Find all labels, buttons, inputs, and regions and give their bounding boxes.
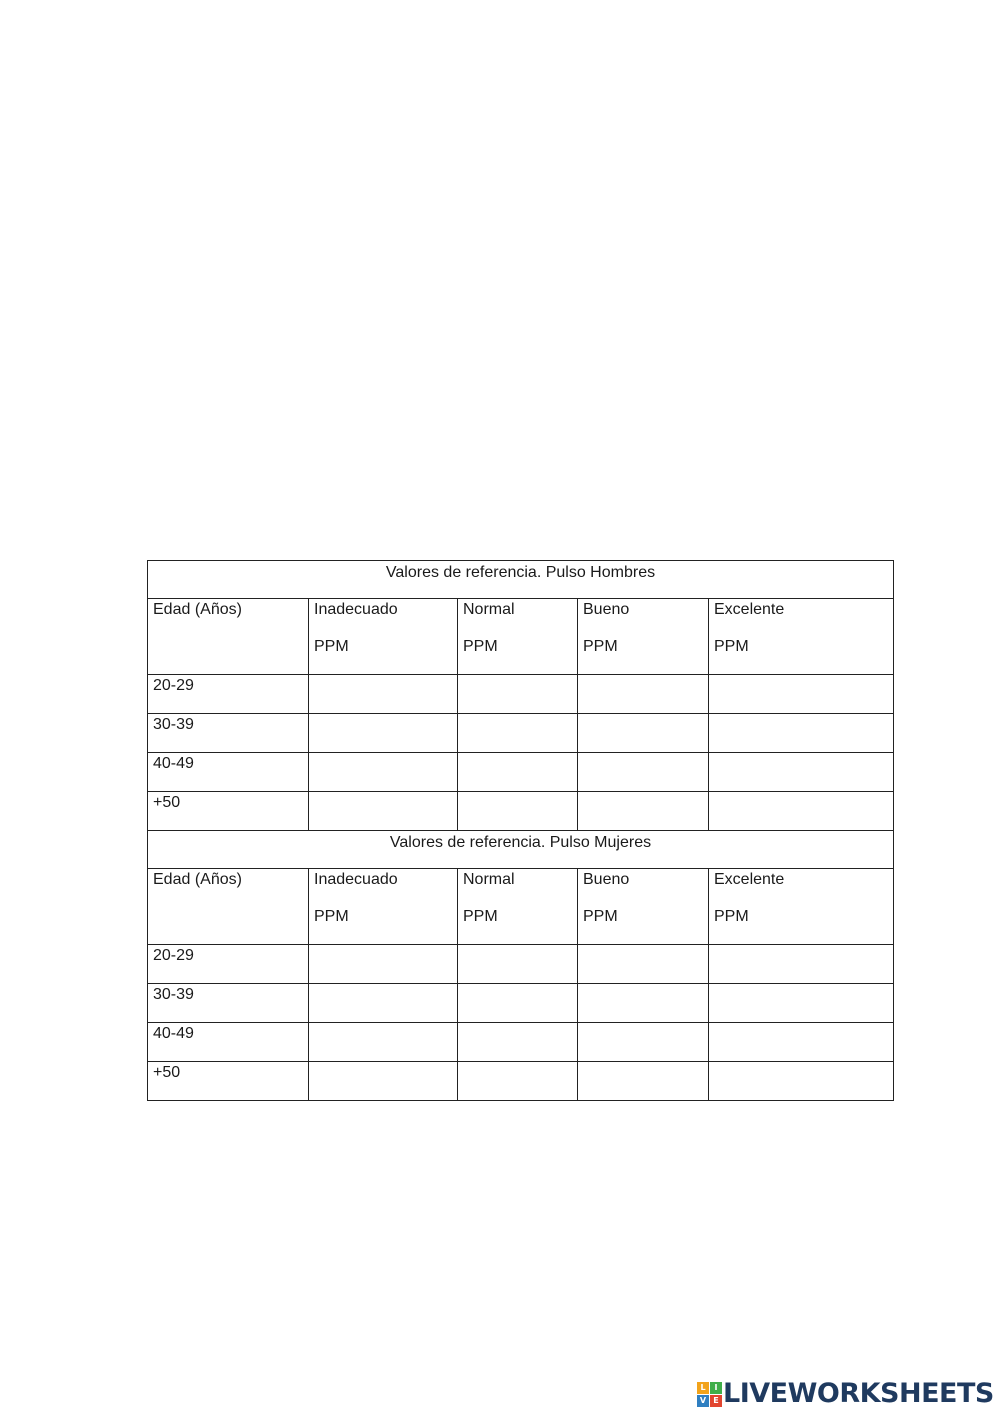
answer-cell[interactable]: [309, 984, 458, 1023]
answer-cell[interactable]: [709, 792, 894, 831]
answer-cell[interactable]: [458, 945, 578, 984]
answer-cell[interactable]: [309, 753, 458, 792]
answer-cell[interactable]: [578, 675, 709, 714]
table-row: [148, 675, 894, 714]
answer-cell[interactable]: [309, 675, 458, 714]
men-table-title: Valores de referencia. Pulso Hombres: [148, 561, 894, 599]
liveworksheets-logo-icon: [697, 1382, 721, 1406]
answer-cell[interactable]: [709, 714, 894, 753]
liveworksheets-logo: [697, 1379, 994, 1409]
table-row: [148, 945, 894, 984]
answer-cell[interactable]: [709, 753, 894, 792]
answer-cell[interactable]: [458, 792, 578, 831]
answer-cell[interactable]: [309, 714, 458, 753]
women-table-title: Valores de referencia. Pulso Mujeres: [148, 831, 894, 869]
men-header-row: [148, 599, 894, 675]
age-cell: +50: [148, 1062, 309, 1101]
answer-cell[interactable]: [578, 1023, 709, 1062]
answer-cell[interactable]: [309, 792, 458, 831]
answer-cell[interactable]: [309, 1062, 458, 1101]
table-row: [148, 792, 894, 831]
answer-cell[interactable]: [709, 945, 894, 984]
header-excelente: Excelente PPM: [709, 869, 894, 945]
header-bueno: Bueno PPM: [578, 869, 709, 945]
age-cell: 30-39: [148, 984, 309, 1023]
answer-cell[interactable]: [309, 1023, 458, 1062]
answer-cell[interactable]: [578, 984, 709, 1023]
logo-mark-tile: E: [710, 1395, 722, 1407]
answer-cell[interactable]: [458, 1023, 578, 1062]
answer-cell[interactable]: [709, 984, 894, 1023]
header-bueno: Bueno PPM: [578, 599, 709, 675]
answer-cell[interactable]: [578, 945, 709, 984]
age-cell: 30-39: [148, 714, 309, 753]
women-header-row: [148, 869, 894, 945]
women-title-row: [148, 831, 894, 869]
table-row: [148, 984, 894, 1023]
pulse-reference-table: [147, 560, 894, 1101]
logo-mark-tile: V: [697, 1395, 709, 1407]
header-inadecuado: Inadecuado PPM: [309, 869, 458, 945]
answer-cell[interactable]: [578, 753, 709, 792]
header-normal: Normal PPM: [458, 869, 578, 945]
age-cell: 20-29: [148, 945, 309, 984]
table-row: [148, 1062, 894, 1101]
logo-mark-tile: I: [710, 1382, 722, 1394]
header-excelente: Excelente PPM: [709, 599, 894, 675]
logo-mark-tile: L: [697, 1382, 709, 1394]
table-row: [148, 714, 894, 753]
answer-cell[interactable]: [458, 675, 578, 714]
table-row: [148, 753, 894, 792]
answer-cell[interactable]: [578, 1062, 709, 1101]
answer-cell[interactable]: [458, 753, 578, 792]
answer-cell[interactable]: [458, 1062, 578, 1101]
answer-cell[interactable]: [458, 984, 578, 1023]
age-header: Edad (Años): [148, 869, 309, 945]
answer-cell[interactable]: [578, 714, 709, 753]
age-cell: 40-49: [148, 1023, 309, 1062]
answer-cell[interactable]: [709, 1023, 894, 1062]
men-title-row: [148, 561, 894, 599]
answer-cell[interactable]: [709, 675, 894, 714]
answer-cell[interactable]: [309, 945, 458, 984]
header-normal: Normal PPM: [458, 599, 578, 675]
answer-cell[interactable]: [709, 1062, 894, 1101]
age-cell: +50: [148, 792, 309, 831]
answer-cell[interactable]: [458, 714, 578, 753]
age-cell: 40-49: [148, 753, 309, 792]
age-cell: 20-29: [148, 675, 309, 714]
answer-cell[interactable]: [578, 792, 709, 831]
table-row: [148, 1023, 894, 1062]
header-inadecuado: Inadecuado PPM: [309, 599, 458, 675]
age-header: Edad (Años): [148, 599, 309, 675]
liveworksheets-logo-text: LIVEWORKSHEETS: [723, 1378, 994, 1409]
